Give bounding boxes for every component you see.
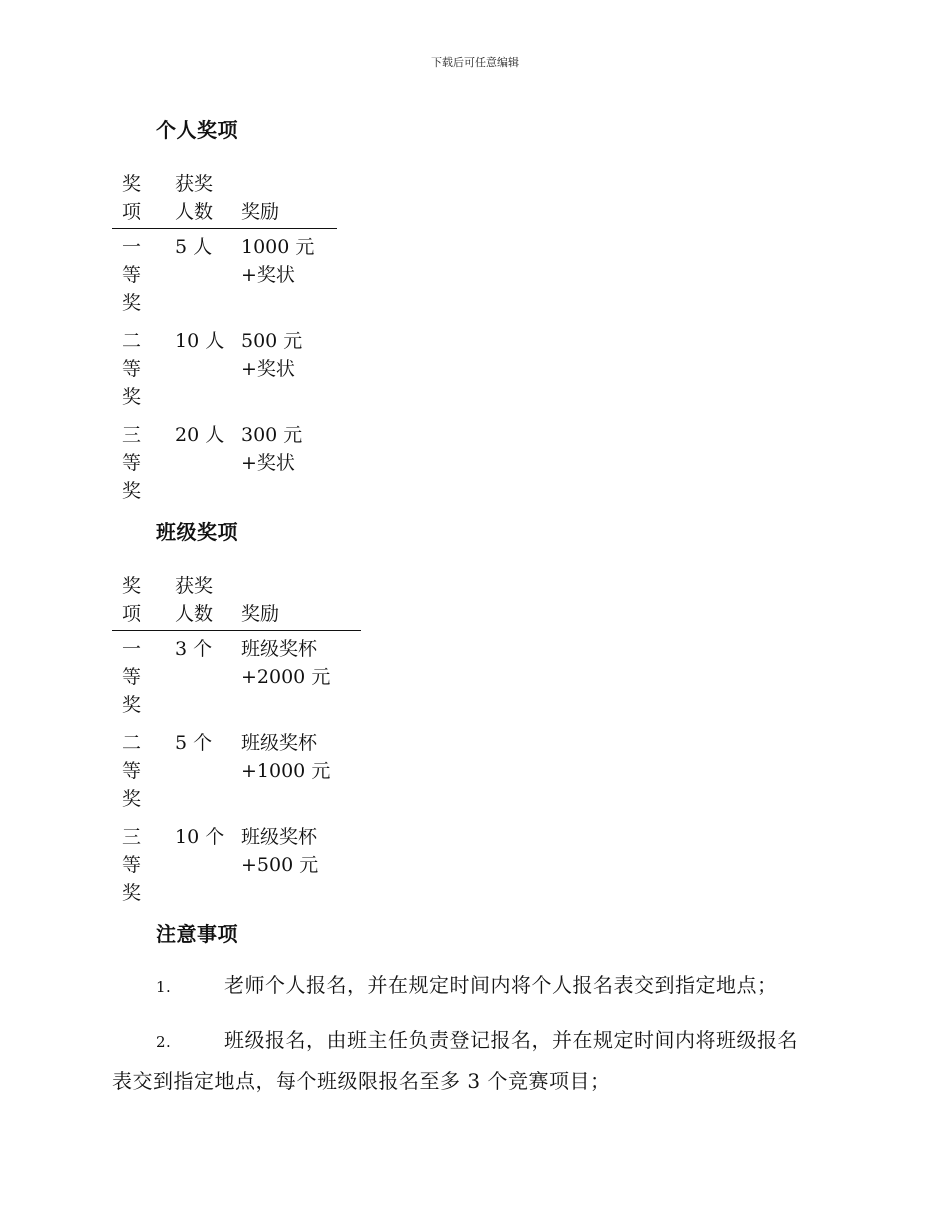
- row-reward: 1000 元 +奖状: [241, 236, 315, 286]
- individual-awards-title: 个人奖项: [156, 118, 238, 142]
- header-reward: 奖励: [241, 603, 280, 625]
- table-header: [112, 170, 337, 229]
- table-row: [112, 819, 361, 913]
- row-reward: 班级奖杯 +2000 元: [241, 638, 331, 688]
- row-reward: 300 元 +奖状: [241, 424, 303, 474]
- notes-title: 注意事项: [156, 922, 238, 946]
- row-count: 3 个: [175, 638, 213, 660]
- note-number: 1.: [156, 978, 172, 996]
- header-level: 奖项: [122, 173, 142, 223]
- row-level: 一等奖: [122, 236, 142, 314]
- row-level: 三等奖: [122, 424, 142, 502]
- table-row: [112, 725, 361, 819]
- row-reward: 500 元 +奖状: [241, 330, 303, 380]
- row-reward: 班级奖杯 +1000 元: [241, 732, 331, 782]
- header-count: 获奖 人数: [175, 575, 214, 625]
- individual-awards-table: [112, 170, 337, 511]
- note-item-2: [156, 1021, 856, 1061]
- row-count: 5 个: [175, 732, 213, 754]
- note-item-2-continued: [112, 1062, 852, 1100]
- table-row: [112, 229, 337, 323]
- row-count: 10 人: [175, 330, 225, 352]
- note-number: 2.: [156, 1033, 172, 1051]
- row-count: 10 个: [175, 826, 225, 848]
- row-level: 二等奖: [122, 330, 142, 408]
- row-count: 5 人: [175, 236, 213, 258]
- header-level: 奖项: [122, 575, 142, 625]
- row-level: 二等奖: [122, 732, 142, 810]
- row-level: 三等奖: [122, 826, 142, 904]
- row-level: 一等奖: [122, 638, 142, 716]
- note-text: 老师个人报名，并在规定时间内将个人报名表交到指定地点；: [224, 973, 778, 997]
- table-row: [112, 417, 337, 511]
- table-row: [112, 323, 337, 417]
- class-awards-table: [112, 572, 361, 913]
- table-row: [112, 631, 361, 725]
- row-count: 20 人: [175, 424, 225, 446]
- note-text: 表交到指定地点，每个班级限报名至多 3 个竞赛项目；: [112, 1069, 611, 1093]
- header-count: 获奖 人数: [175, 173, 214, 223]
- page-header: 下载后可任意编辑: [431, 56, 519, 69]
- note-item-1: [156, 966, 856, 1006]
- row-reward: 班级奖杯 +500 元: [241, 826, 319, 876]
- class-awards-title: 班级奖项: [156, 520, 238, 544]
- table-header: [112, 572, 361, 631]
- note-text: 班级报名，由班主任负责登记报名，并在规定时间内将班级报名: [224, 1028, 798, 1052]
- header-reward: 奖励: [241, 201, 280, 223]
